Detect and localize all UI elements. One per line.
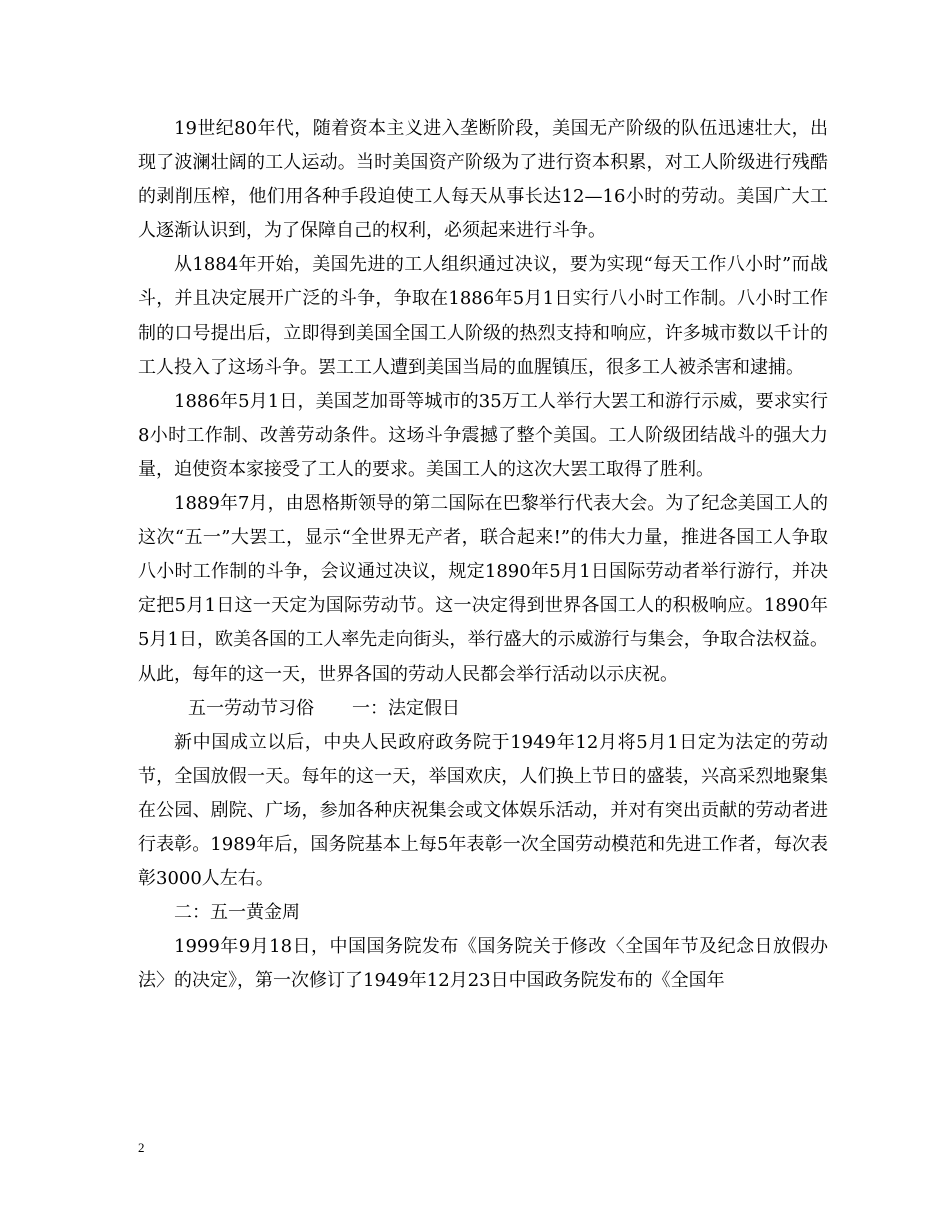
document-body xyxy=(138,112,828,998)
paragraph-second-international: 1889年7月，由恩格斯领导的第二国际在巴黎举行代表大会。为了纪念美国工人的这次“五一”大罢工，显示“全世界无产者，联合起来!”的伟大力量，推进各国工人争取八小时工作制的斗争，会议通过决议，规定1890年5月1日国际劳动者举行游行，并决定把5月1日这一天定为国际劳动节。这一决定得到世界各国工人的积极响应。1890年5月1日，欧美各国的工人率先走向街头，举行盛大的示威游行与集会，争取合法权益。从此，每年的这一天，世界各国的劳动人民都会举行活动以示庆祝。 xyxy=(138,493,828,685)
heading-legal-holiday: 一：法定假日 xyxy=(352,697,460,719)
page-number: 2 xyxy=(138,1140,145,1155)
subheading-golden-week: 二：五一黄金周 xyxy=(174,902,300,924)
section-heading-customs xyxy=(138,692,828,726)
paragraph-eight-hour-day: 从1884年开始，美国先进的工人组织通过决议，要为实现“每天工作八小时”而战斗，并且决定展开广泛的斗争，争取在1886年5月1日实行八小时工作制。八小时工作制的口号提出后，立即得到美国全国工人阶级的热烈支持和响应，许多城市数以千计的工人投入了这场斗争。罢工工人遭到美国当局的血腥镇压，很多工人被杀害和逮捕。 xyxy=(138,254,828,378)
heading-customs-title: 五一劳动节习俗 xyxy=(188,697,314,719)
paragraph-chicago-strike: 1886年5月1日，美国芝加哥等城市的35万工人举行大罢工和游行示威，要求实行8小时工作制、改善劳动条件。这场斗争震撼了整个美国。工人阶级团结战斗的强大力量，迫使资本家接受了工人的要求。美国工人的这次大罢工取得了胜利。 xyxy=(138,390,828,480)
paragraph-legal-holiday: 新中国成立以后，中央人民政府政务院于1949年12月将5月1日定为法定的劳动节，全国放假一天。每年的这一天，举国欢庆，人们换上节日的盛装，兴高采烈地聚集在公园、剧院、广场，参加各种庆祝集会或文体娱乐活动，并对有突出贡献的劳动者进行表彰。1989年后，国务院基本上每5年表彰一次全国劳动模范和先进工作者，每次表彰3000人左右。 xyxy=(138,731,828,890)
paragraph-labor-movement: 19世纪80年代，随着资本主义进入垄断阶段，美国无产阶级的队伍迅速壮大，出现了波澜壮阔的工人运动。当时美国资产阶级为了进行资本积累，对工人阶级进行残酷的剥削压榨，他们用各种手段迫使工人每天从事长达12—16小时的劳动。美国广大工人逐渐认识到，为了保障自己的权利，必须起来进行斗争。 xyxy=(138,118,828,242)
paragraph-golden-week: 1999年9月18日，中国国务院发布《国务院关于修改〈全国年节及纪念日放假办法〉的决定》，第一次修订了1949年12月23日中国政务院发布的《全国年 xyxy=(138,936,828,992)
